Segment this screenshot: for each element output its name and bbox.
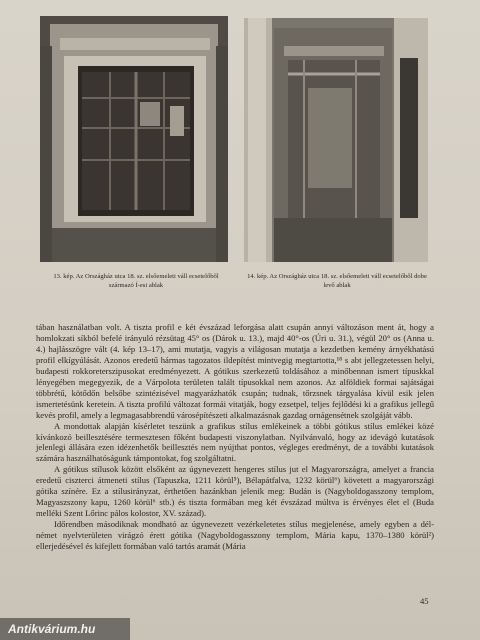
watermark-logo: Antikvárium.hu <box>0 618 130 640</box>
paragraph: A gótikus stílusok között elsőként az úgynevezett hengeres stílus jut el Magyarországra, amelyet a francia eredetű ciszterci átmeneti stílus (Tapuszka, 1211 körül⁵), Bélapátfalva, 1232 körül⁶) követett a magyarországi gótika színére. Ez a stílusirányzat, érthetően hazánkban jelenik meg: Budán is (Nagyboldogasszony templom, Magyaszszony kapu, 1260 körül⁶ stb.) és tiszta formában meg két évszázad múltva is érvényes élet el (Buda melléki Szent Lőrinc pálos kolostor, XV. század). <box>36 464 434 519</box>
paragraph: A mondottak alapján kísérletet teszünk a grafikus stílus emlékeinek a többi gótikus stílus emlékei közé kívánkozó beillesztésére termesztesen főként budapesti viszonylatban. Nyilvánvaló, hogy az idevágó kutatások jelenlegi állására ezen idézenhetők beillesztés nem nyújthat pontos, végleges eredményt, de a további kutatások számára használhatóságunk támpontokat, fog szolgáltatni. <box>36 420 434 464</box>
caption-left: 13. kép. Az Országház utca 18. sz. elsőemeleti váll ecsetelőből származó Í-esi ablak <box>53 273 219 289</box>
photo-window-right <box>244 18 428 262</box>
page-number: 45 <box>420 596 429 606</box>
body-text <box>36 322 434 552</box>
paragraph: Időrendben másodiknak mondható az úgynevezett vezérkeletetes stílus megjelenése, amely egyben a dél-német nyelvterületen virágzó érett gótika (Nagyboldogasszony templom, Mária kapu, 1370–1380 körül²) ellerjedésével és kifejlett formában való tartós aramát (Mária <box>36 519 434 552</box>
window-photo-right-image <box>244 18 428 262</box>
window-photo-left-image <box>40 16 228 262</box>
photo-window-left <box>40 16 228 262</box>
paragraph: tában használatban volt. A tiszta profil e két évszázad leforgása alatt csupán annyi változáson ment át, hogy a homlokzati síkból befelé irányuló rézsütag 45° os (Dárok u. 13.), majd 40°-os (Úri u. 31.), végül 20° os (Anna u. 4.) hajlásszögre vált (4. kép 13–17), ami mutatja, vagyis a világosan mutatja a kezdetben kemény árnyékhatású profil elkígyúlását. Azonos eredetű hármas tagozatos ildepítést mintvegig megtartotta,¹⁸ s abt jellegzetessen helyi, budapesti rokkoreterszipusokat eredményezett. A gótikus szerkezetű toldásához a minőbennan ismert típuskkal lényegében megegyezik, de a Várpolota területen talált típusokkal nem azonos. Az alföldiek formai sajátságai többrétű, kötődőn belsőbe szintézisével magyarázhatók csupán; tudnak, tőrzsnek tárgyalása kívül esik jelen ismertetésünk keretein. A tiszta profilú változat formái vitatják, hogy ezsetpel, teljes fejlődési ki a grafikus jellegű kevés profil, amely a legmagasabbrendű városépítészeti alkalmazásnak gazdag ornágensétnek szolgáját vább. <box>36 322 434 420</box>
caption-right: 14. kép. Az Országház utca 18. sz. elsőemeleti váll ecsetelőből dobe levő ablak <box>247 273 427 289</box>
